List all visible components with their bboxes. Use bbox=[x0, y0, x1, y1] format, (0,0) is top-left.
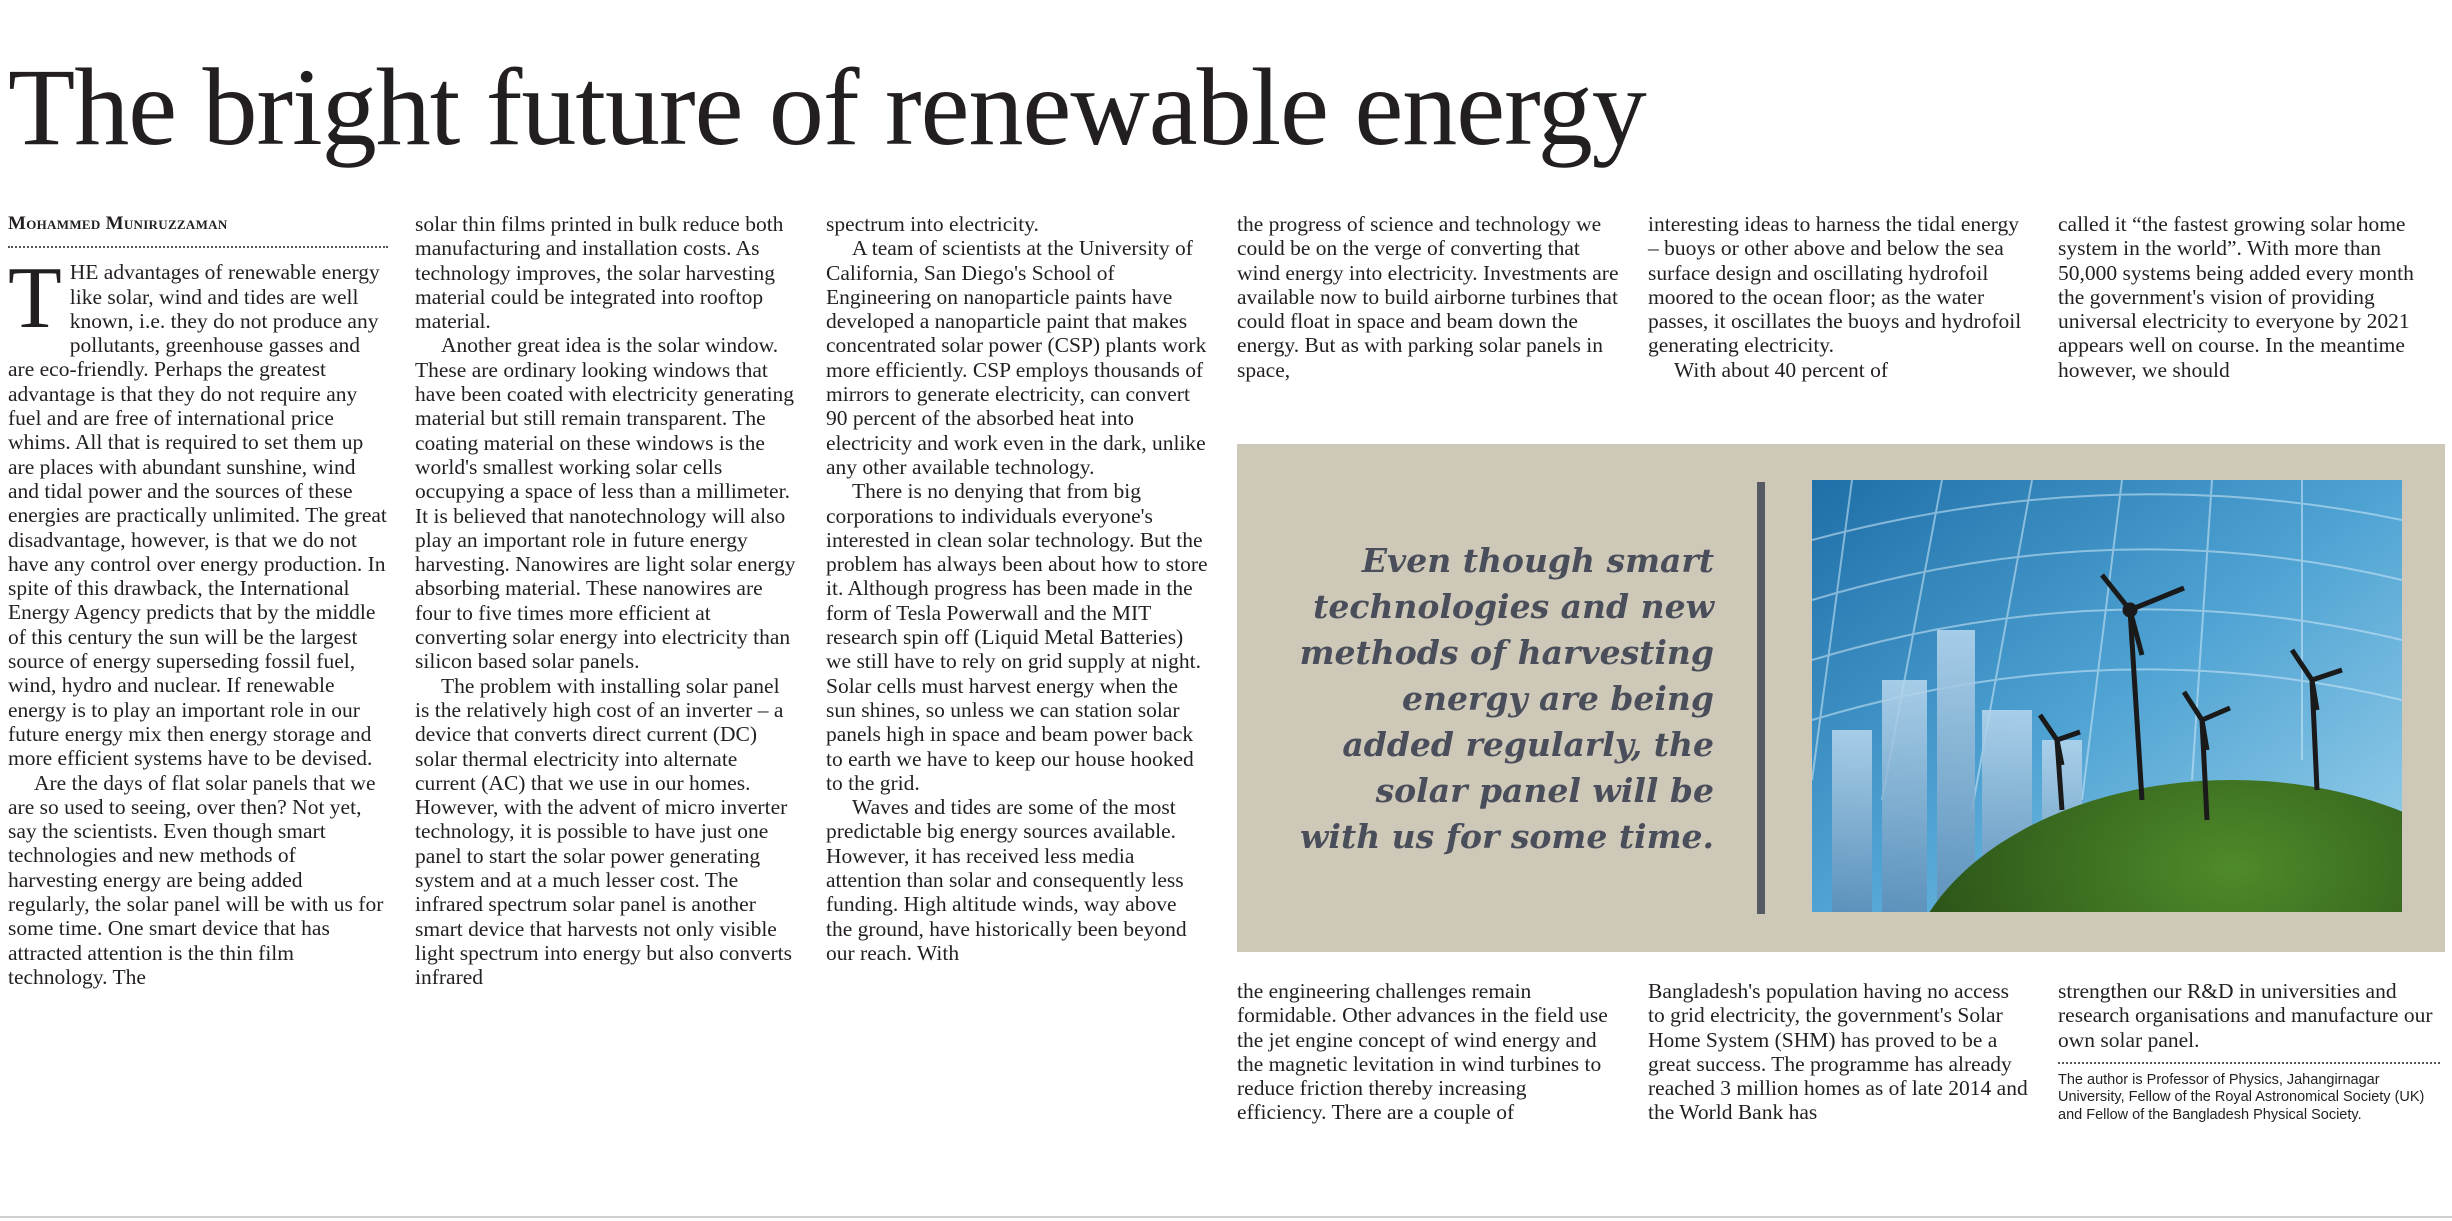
article-column-4-top bbox=[1237, 212, 1619, 382]
article-column-6-bottom bbox=[2058, 979, 2440, 1124]
headline: The bright future of renewable energy bbox=[8, 46, 1646, 168]
paragraph: solar thin films printed in bulk reduce both manufacturing and installation costs. As technology improves, the solar harvesting material could be integrated into rooftop material. bbox=[415, 212, 784, 334]
paragraph: There is no denying that from big corporations to individuals everyone's interested in clean solar technology. But the problem has always been about how to store it. Although progress has been made in the form of Tesla Powerwall and the MIT research spin off (Liquid Metal Batteries) we still have to rely on grid supply at night. Solar cells must harvest energy when the sun shines, so unless we can station solar panels high in space and beam power back to earth we have to keep our house hooked to the grid. bbox=[826, 479, 1208, 795]
paragraph: The problem with installing solar panel is the relatively high cost of an inverter – a device that converts direct current (DC) solar thermal electricity into alternate current (AC) that we use in our homes. However, with the advent of micro inverter technology, it is possible to have just one panel to start the solar power generating system and at a much lesser cost. The infrared spectrum solar panel is another smart device that harvests not only visible light spectrum into energy but also converts infrared bbox=[415, 673, 792, 990]
paragraph: interesting ideas to harness the tidal energy – buoys or other above and below the sea surface design and oscillating hydrofoil moored to the ocean floor; as the water passes, it oscillates the buoys and hydrofoil generating electricity. bbox=[1648, 212, 2022, 358]
byline-divider bbox=[8, 246, 388, 248]
article-column-5-bottom bbox=[1648, 979, 2030, 1125]
paragraph: Waves and tides are some of the most predictable big energy sources available. However, it has received less media attention than solar and consequently less funding. High altitude winds, way above the ground, have historically been beyond our reach. With bbox=[826, 795, 1187, 965]
byline: Mohammed Muniruzzaman bbox=[8, 213, 228, 234]
author-note: The author is Professor of Physics, Jahangirnagar University, Fellow of the Royal Astronomical Society (UK) and Fellow of the Bangladesh Physical Society. bbox=[2058, 1071, 2425, 1123]
paragraph: With about 40 percent of bbox=[1674, 357, 1889, 382]
author-note-divider bbox=[2058, 1062, 2440, 1064]
paragraph: called it “the fastest growing solar home system in the world”. With more than 50,000 systems being added every month the government's vision of providing universal electricity to everyone by 2021 appears well on course. In the meantime however, we should bbox=[2058, 212, 2414, 382]
paragraph: THE advantages of renewable energy like solar, wind and tides are well known, i.e. they do not produce any pollutants, greenhouse gasses and are eco-friendly. Perhaps the greatest advantage is that they do not require any fuel and are free of international price whims. All that is required to set them up are places with abundant sunshine, wind and tidal power and the sources of these energies are practically unlimited. The great disadvantage, however, is that we do not have any control over energy production. In spite of this drawback, the International Energy Agency predicts that by the middle of this century the sun will be the largest source of energy superseding fossil fuel, wind, hydro and nuclear. If renewable energy is to play an important role in our future energy mix then energy storage and more efficient systems have to be devised. bbox=[8, 250, 387, 771]
paragraph: the engineering challenges remain formidable. Other advances in the field use the jet engine concept of wind energy and the magnetic levitation in wind turbines to reduce friction thereby increasing efficiency. There are a couple of bbox=[1237, 979, 1608, 1125]
paragraph: spectrum into electricity. bbox=[826, 212, 1039, 236]
pull-quote: Even though smart technologies and new methods of harvesting energy are being added regularly, the solar panel will be with us for some time. bbox=[1299, 541, 1714, 856]
quote-divider bbox=[1757, 482, 1765, 914]
page-bottom-rule bbox=[0, 1216, 2452, 1218]
paragraph: A team of scientists at the University of California, San Diego's School of Engineering on nanoparticle paints have developed a nanoparticle paint that makes concentrated solar power (CSP) plants work more efficiently. CSP employs thousands of mirrors to generate electricity, can convert 90 percent of the absorbed heat into electricity and work even in the dark, unlike any other available technology. bbox=[826, 236, 1207, 479]
article-column-4-bottom bbox=[1237, 979, 1619, 1125]
article-column-3 bbox=[826, 212, 1208, 965]
paragraph: the progress of science and technology we could be on the verge of converting that wind energy into electricity. Investments are available now to build airborne turbines that could float in space and beam down the energy. But as with parking solar panels in space, bbox=[1237, 212, 1619, 382]
article-column-6-top bbox=[2058, 212, 2440, 382]
renewable-energy-illustration bbox=[1812, 480, 2402, 912]
drop-cap: T bbox=[8, 250, 62, 348]
article-column-1 bbox=[8, 212, 388, 989]
paragraph: strengthen our R&D in universities and research organisations and manufacture our own solar panel. bbox=[2058, 979, 2433, 1052]
article-column-2 bbox=[415, 212, 797, 990]
article-column-5-top bbox=[1648, 212, 2030, 382]
solar-wind-illustration-icon bbox=[1812, 480, 2402, 912]
paragraph: Bangladesh's population having no access to grid electricity, the government's Solar Home System (SHM) has proved to be a great success. The programme has already reached 3 million homes as of late 2014 and the World Bank has bbox=[1648, 979, 2028, 1125]
paragraph: Are the days of flat solar panels that we are so used to seeing, over then? Not yet, say the scientists. Even though smart technologies and new methods of harvesting energy are being added regularly, the solar panel will be with us for some time. One smart device that has attracted attention is the thin film technology. The bbox=[8, 770, 384, 989]
paragraph: Another great idea is the solar window. These are ordinary looking windows that have been coated with electricity generating material but still remain transparent. The coating material on these windows is the world's smallest working solar cells occupying a space of less than a millimeter. It is believed that nanotechnology will also play an important role in future energy harvesting. Nanowires are light solar energy absorbing material. These nanowires are four to five times more efficient at converting solar energy into electricity than silicon based solar panels. bbox=[415, 333, 796, 674]
